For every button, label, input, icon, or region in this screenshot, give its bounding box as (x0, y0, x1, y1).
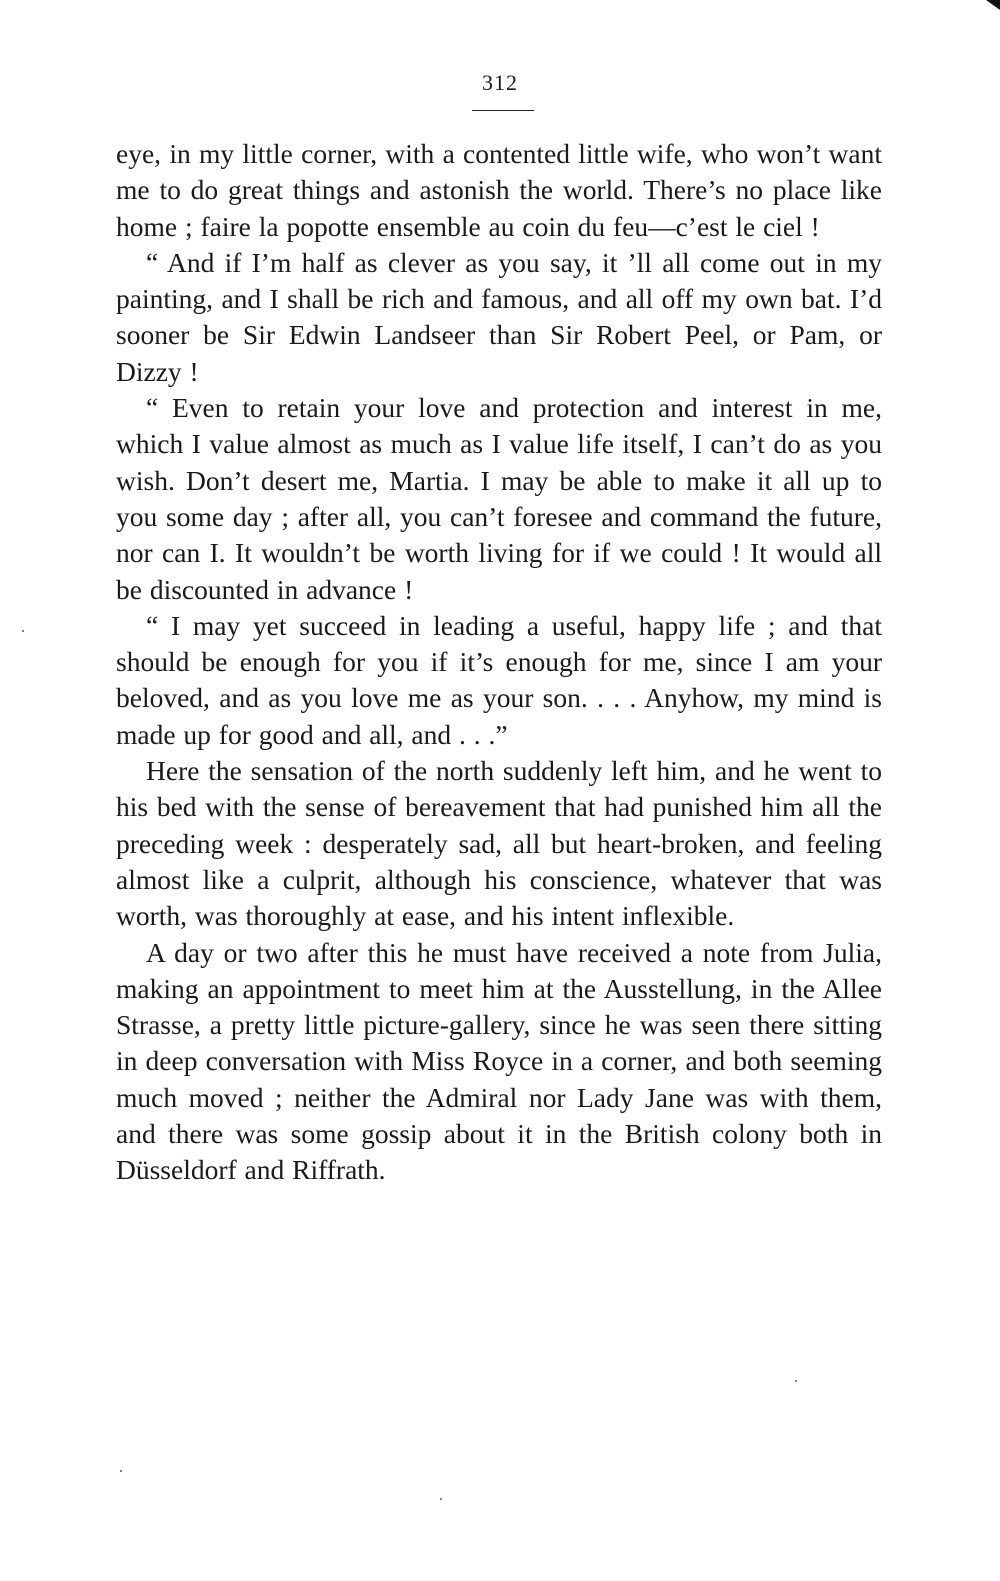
paragraph: “ I may yet succeed in leading a useful, happy life ; and that should be enough for you if it’s enough for me, since I am your beloved, and as you love me as your son. . . . Anyhow, my mind is made up for good and all, and . . .” (116, 609, 882, 750)
body-text (116, 136, 882, 1189)
scan-speck (795, 1380, 797, 1382)
page-number: 312 (482, 70, 518, 95)
scan-speck (120, 1470, 122, 1472)
paragraph: “ Even to retain your love and protection and interest in me, which I value almost as much as I value life itself, I can’t do as you wish. Don’t desert me, Martia. I may be able to make it all up to you some day ; after all, you can’t foresee and command the future, nor can I. It wouldn’t be worth living for if we could ! It would all be discounted in advance ! (116, 392, 882, 605)
paragraph: “ And if I’m half as clever as you say, it ’ll all come out in my painting, and I shall be rich and famous, and all off my own bat. I’d sooner be Sir Edwin Landseer than Sir Robert Peel, or Pam, or Dizzy ! (116, 246, 882, 387)
header-rule (472, 110, 534, 111)
paragraph: eye, in my little corner, with a contented little wife, who won’t want me to do great things and astonish the world. There’s no place like home ; faire la popotte ensemble au coin du feu—c’est le ciel ! (116, 138, 882, 242)
paragraph: A day or two after this he must have received a note from Julia, making an appointment to meet him at the Ausstellung, in the Allee Strasse, a pretty little picture-gallery, since he was seen there sitting in deep conversation with Miss Royce in a corner, and both seeming much moved ; neither the Admiral nor Lady Jane was with them, and there was some gossip about it in the British colony both in Düsseldorf and Riffrath. (116, 936, 882, 1186)
corner-mark (986, 0, 1000, 10)
scan-speck (440, 1498, 442, 1500)
paragraph: Here the sensation of the north suddenly left him, and he went to his bed with the sense of bereavement that had punished him all the preceding week : desperately sad, all but heart-broken, and feeling almost like a culprit, although his conscience, whatever that was worth, was thoroughly at ease, and his intent inflexible. (116, 755, 882, 932)
scan-speck (22, 630, 24, 632)
